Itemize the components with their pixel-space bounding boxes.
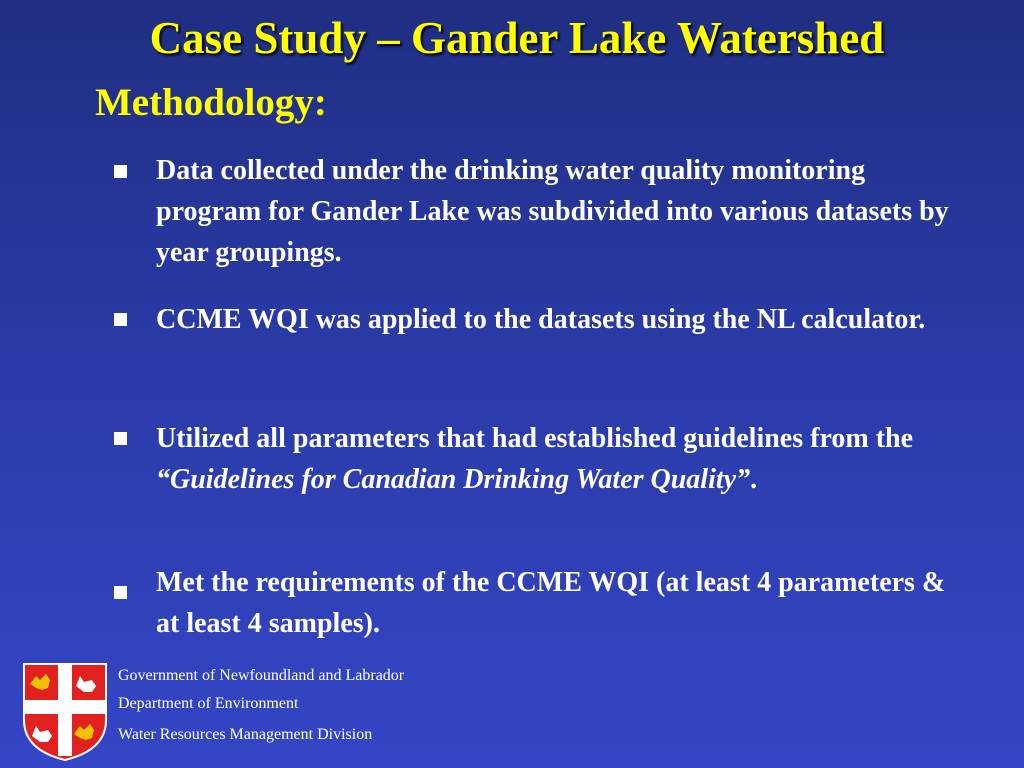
coat-of-arms-icon: [22, 662, 108, 762]
guidelines-citation: “Guidelines for Canadian Drinking Water Quality”: [156, 464, 751, 495]
bullet-square-icon: [114, 432, 127, 445]
footer-division: Water Resources Management Division: [118, 726, 373, 743]
bullet-text-plain: Utilized all parameters that had established guidelines from the: [156, 423, 914, 454]
footer-department: Department of Environment: [118, 695, 299, 712]
bullet-text: Data collected under the drinking water quality monitoring program for Gander Lake was subdivided into various datasets by year groupings.: [156, 155, 949, 268]
bullet-text: CCME WQI was applied to the datasets using the NL calculator.: [156, 304, 926, 335]
bullet-square-icon: [114, 165, 127, 178]
bullet-text-end: .: [750, 464, 758, 495]
footer-government: Government of Newfoundland and Labrador: [118, 667, 405, 684]
slide-title: Case Study – Gander Lake Watershed: [149, 13, 885, 63]
bullet-text: Met the requirements of the CCME WQI (at least 4 parameters & at least 4 samples).: [156, 567, 946, 639]
bullet-text: [156, 418, 966, 500]
bullet-square-icon: [114, 586, 127, 599]
slide-subtitle: Methodology:: [95, 81, 327, 124]
bullet-square-icon: [114, 313, 127, 326]
